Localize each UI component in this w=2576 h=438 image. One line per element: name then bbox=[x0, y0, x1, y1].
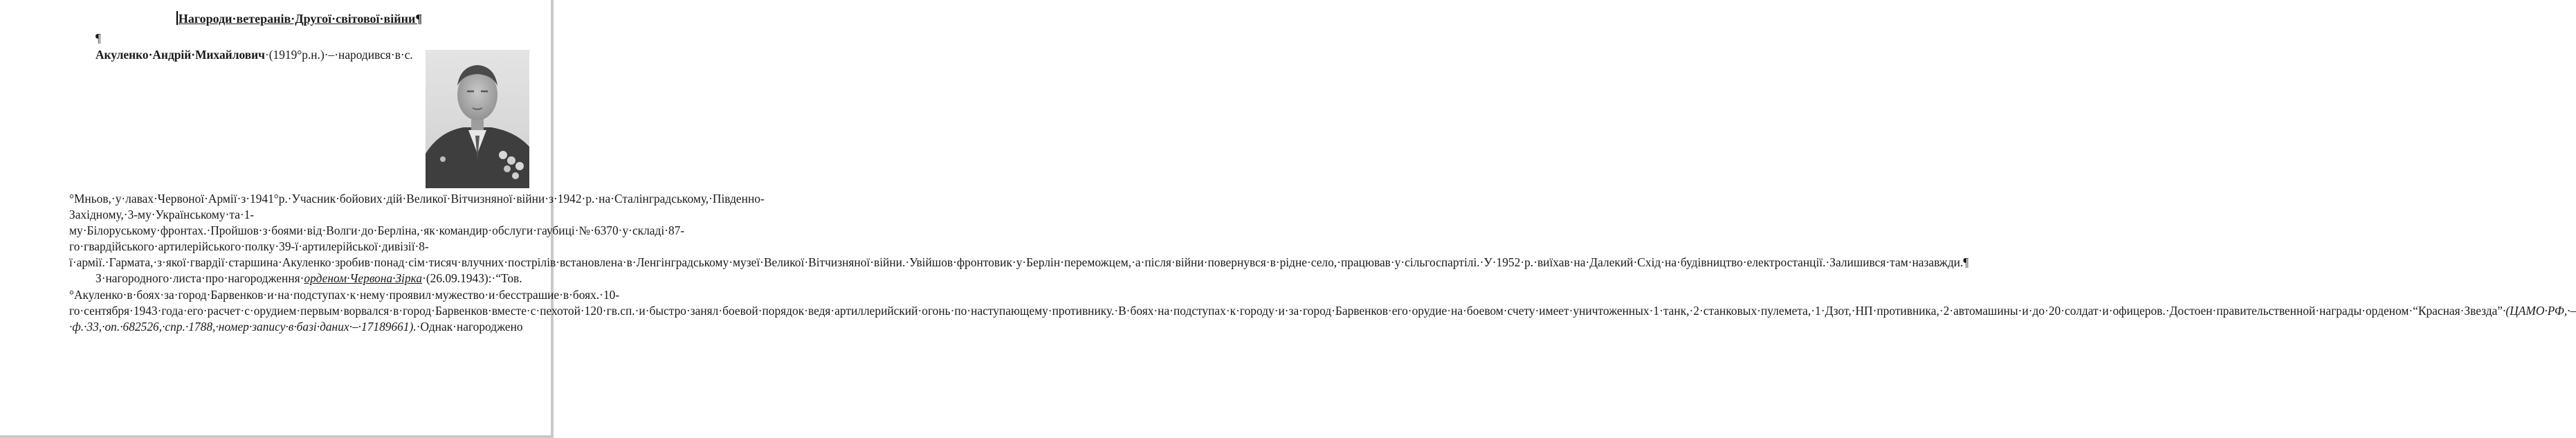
biography-text: ·(1919°р.н.)·–·народився·в·с.°Мньов,·у·лавах·Червоної·Армії·з·1941°р.·Учасник·бойових·дій·Великої·Вітчизняної·війни·з·1942·р.·на·Сталінградському,·Південно-Західному,·3-му·Українському·та·1-му·Білоруському·фронтах.·Пройшов·з·боями·від·Волги·до·Берліна,·як·командир·обслуги·гаубиці·№·6370·у·складі·87-го·гвардійського·артилерійського·полку·39-ї·артилерійської·дивізії·8-ї·армії.·Гармата,·з·якої·гвардії·старшина·Акуленко·зробив·понад·сім·тисяч·влучних·пострілів·встановлена·в·Ленгінградському·музеї·Великої·Вітчизняної·війни.·Увійшов·фронтовик·у·Берлін·переможцем,·а·після·війни·повернувся·в·рідне·село,·працював·у·сільгоспартілі.·У·1952·р.·виїхав·на·Далекий·Схід·на·будівництво·електростанції.·Залишився·там·назавжди.¶ bbox=[69, 48, 1969, 270]
award-intro: З·нагородного·листа·про·нагородження· bbox=[95, 271, 304, 286]
award-tail: ·Однак·нагороджено bbox=[416, 319, 523, 334]
document-page bbox=[69, 10, 2576, 335]
veteran-portrait-photo bbox=[426, 50, 529, 188]
paragraph-mark: ¶ bbox=[95, 31, 101, 45]
empty-paragraph[interactable] bbox=[69, 30, 529, 47]
portrait-image bbox=[426, 50, 529, 188]
title-text: Нагороди·ветеранів·Другої·світової·війни¶ bbox=[178, 12, 423, 26]
award-order-name: орденом·Червона·Зірка bbox=[304, 271, 423, 286]
text-cursor bbox=[176, 11, 178, 25]
document-title bbox=[69, 10, 529, 28]
veteran-name: Акуленко·Андрій·Михайлович bbox=[95, 48, 265, 62]
archive-reference: ·(ЦАМО·РФ,·–·ф.·33,·оп.·682526,·спр.·1788,·номер·запису·в·базі·даних·–·17189661). bbox=[69, 303, 2576, 334]
award-paragraph[interactable] bbox=[69, 271, 2576, 334]
award-citation: ·(26.09.1943):·“Тов.°Акуленко·в·боях·за·город·Барвенков·и·на·подступах·к·нему·проявил·мужество·и·бесстрашие·в·боях.·10-го·сентября·1943·года·его·расчет·с·орудием·первым·ворвался·в·город·Барвенков·вместе·с·пехотой·120·гв.сп.·и·быстро·занял·боевой·порядок·ведя·артиллерийский·огонь·по·наступающему·противнику.·В·боях·на·подступах·к·городу·и·за·город·Барвенков·его·орудие·на·боевом·счету·имеет·уничтоженных·1·танк,·2·станковых·пулемета,·1·Дзот,·НП·противника,·2·автомашины·и·до·20·солдат·и·офицеров.·Достоен·правительственной·награды·орденом·“Красная·Звезда” bbox=[69, 271, 2503, 318]
